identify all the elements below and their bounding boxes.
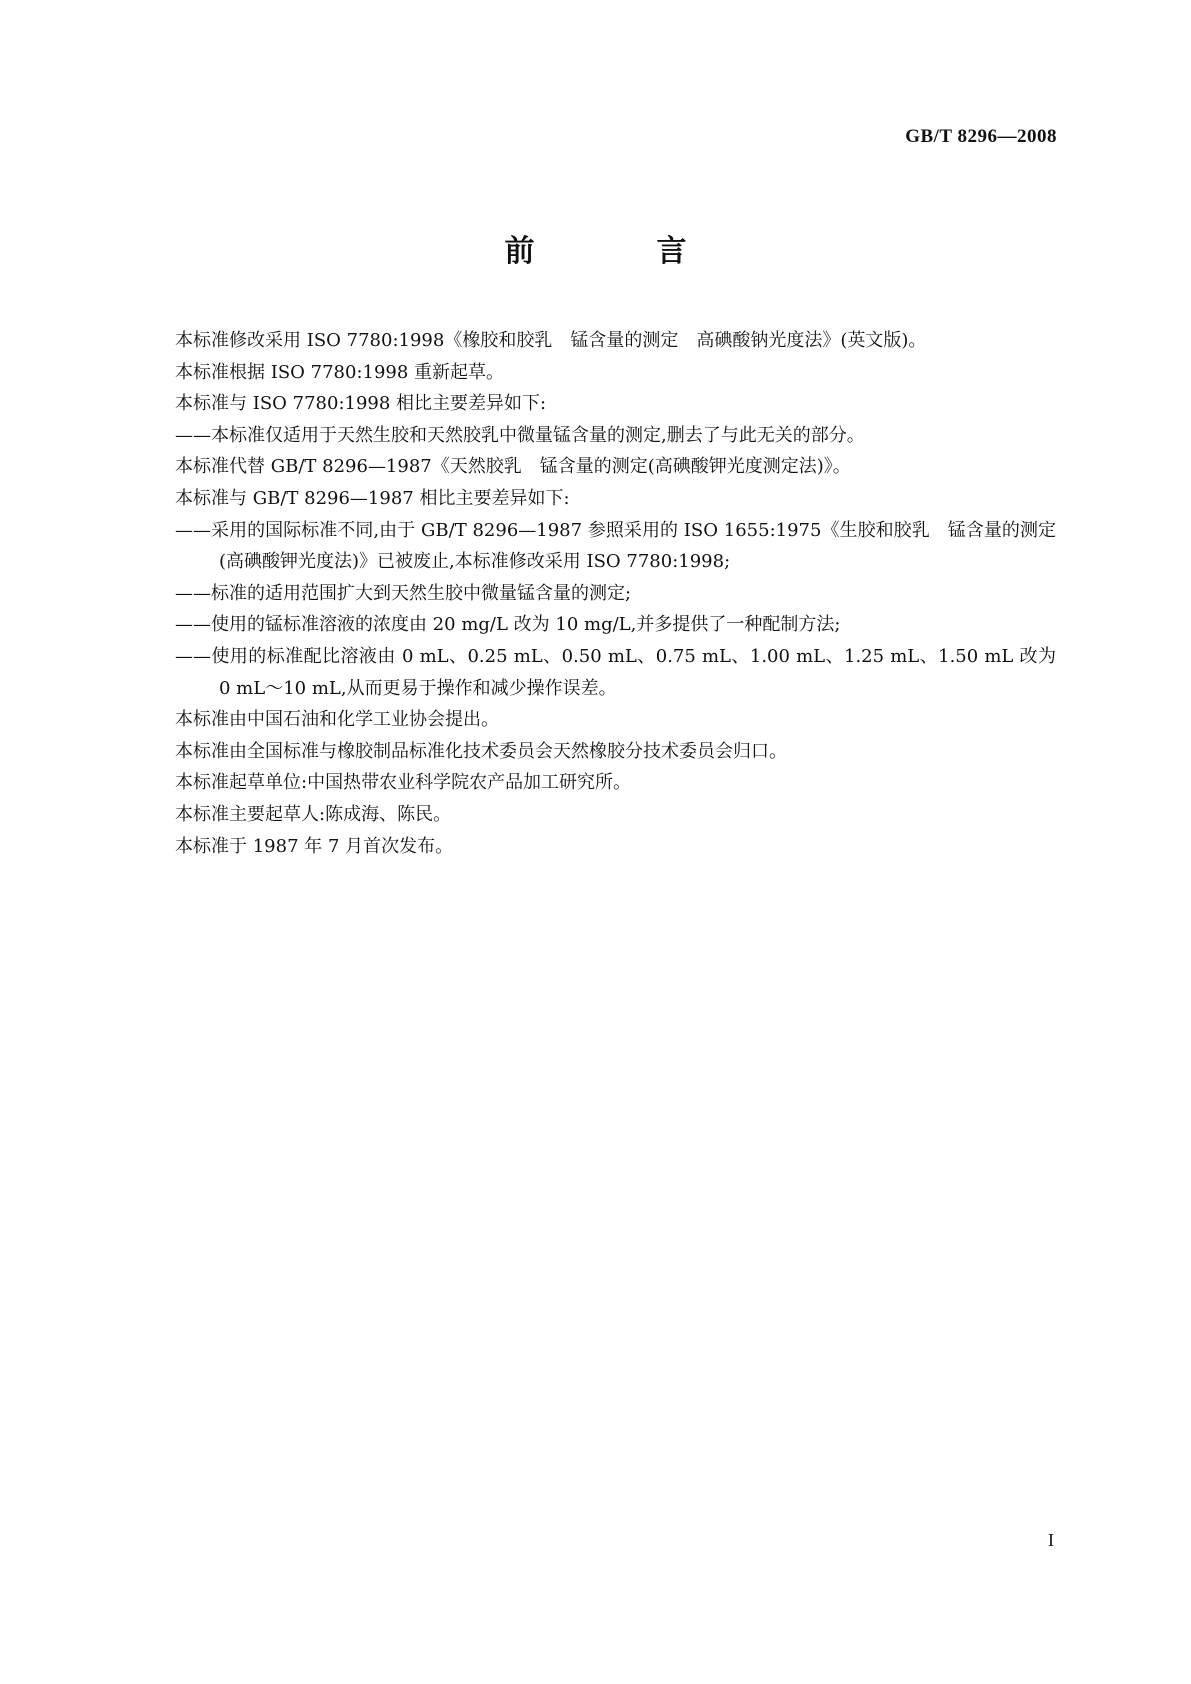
dash-list-item: ——使用的标准配比溶液由 0 mL、0.25 mL、0.50 mL、0.75 mL、1.00 mL、1.25 mL、1.50 mL 改为 0 mL～10 mL,从而更易于操作和减少操作误差。 [175,645,1056,699]
paragraph: 本标准与 GB/T 8296—1987 相比主要差异如下: [175,487,570,509]
page-title: 前 言 [504,234,733,269]
dash-list-item: ——标准的适用范围扩大到天然生胶中微量锰含量的测定; [175,582,632,604]
paragraph: 本标准由中国石油和化学工业协会提出。 [175,709,499,731]
page-number: I [1048,1530,1054,1550]
paragraph: 本标准代替 GB/T 8296—1987《天然胶乳 锰含量的测定(高碘酸钾光度测定法)》。 [175,456,851,478]
dash-list-item: ——本标准仅适用于天然生胶和天然胶乳中微量锰含量的测定,删去了与此无关的部分。 [175,424,865,446]
document-body [175,325,1056,862]
paragraph: 本标准主要起草人:陈成海、陈民。 [175,803,452,825]
paragraph: 本标准与 ISO 7780:1998 相比主要差异如下: [175,393,547,415]
dash-list-item: ——使用的锰标准溶液的浓度由 20 mg/L 改为 10 mg/L,并多提供了一种配制方法; [175,614,841,636]
dash-list-item: ——采用的国际标准不同,由于 GB/T 8296—1987 参照采用的 ISO 1655:1975《生胶和胶乳 锰含量的测定(高碘酸钾光度法)》已被废止,本标准修改采用 ISO 7780:1998; [175,519,1056,573]
paragraph: 本标准修改采用 ISO 7780:1998《橡胶和胶乳 锰含量的测定 高碘酸钠光度法》(英文版)。 [175,330,927,351]
paragraph: 本标准起草单位:中国热带农业科学院农产品加工研究所。 [175,772,632,794]
standard-code: GB/T 8296—2008 [905,126,1057,147]
paragraph: 本标准于 1987 年 7 月首次发布。 [175,835,454,857]
paragraph: 本标准由全国标准与橡胶制品标准化技术委员会天然橡胶分技术委员会归口。 [175,740,787,762]
paragraph: 本标准根据 ISO 7780:1998 重新起草。 [175,361,505,383]
